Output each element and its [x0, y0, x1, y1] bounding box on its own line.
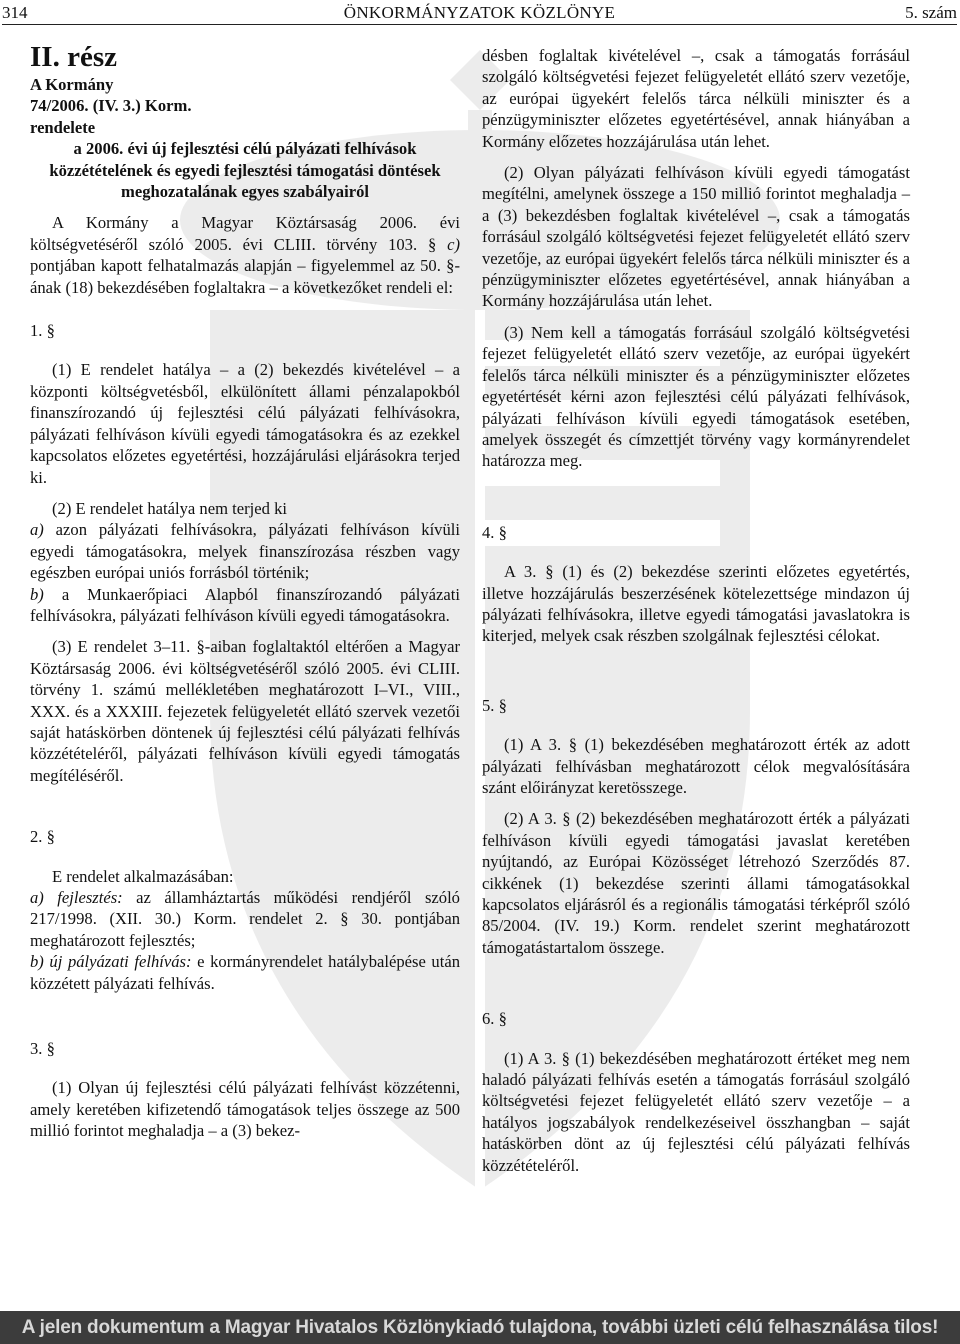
section-3-paragraph-3: (3) Nem kell a támogatás forrásául szolgáló költségvetési fejezet felügyeletét ellátó szerv vezetője, az európai ügyekért felelős tárca nélküli miniszter és a pénzügyminiszter előzetes egyetértését kérni azon fejlesztési célú pályázati felhívások, pályázati felhíváson kívüli egyedi támogatások esetében, amelyek összegét és címzettjét törvény vagy kormányrendelet határozza meg. — [482, 322, 910, 471]
footer-notice: A jelen dokumentum a Magyar Hivatalos Közlönykiadó tulajdona, további üzleti célú felhasználása tilos! — [21, 1317, 939, 1338]
section-1-point-a: a) azon pályázati felhívásokra, pályázati felhíváson kívüli egyedi támogatásokra, melyek finanszírozása részben vagy egészben európai uniós forrásból történik; — [30, 520, 460, 583]
decree-issuer: A Kormány — [30, 75, 114, 94]
section-1-paragraph-3: (3) E rendelet 3–11. §-aiban foglaltaktól eltérően a Magyar Köztársaság 2006. évi költségvetéséről szóló 2005. évi CLIII. törvény 1. számú mellékletében meghatározott I–VI., VIII., XXX. és a XXXIII. fejezetek felügyeletét ellátó szervek vezetői saját hatáskörben döntenek új fejlesztési célú pályázati felhívás közzétételéről, pályázati felhíváson kívüli egyedi támogatás megítéléséről. — [30, 637, 460, 785]
left-column — [30, 40, 460, 1142]
section-3-paragraph-2: (2) Olyan pályázati felhíváson kívüli egyedi támogatást megítélni, amelynek összege a 150 millió forintot meghaladja – a (3) bekezdésben foglaltak kivételével –, csak a támogatás forrásául szolgáló költségvetési fejezet felügyeletét ellátó szerv vezetője, az európai ügyekért felelős tárca nélküli miniszter és a pénzügyminiszter előzetes egyetértésével, annak hiányában a Kormány hozzájárulása után lehet. — [482, 163, 910, 311]
preamble: A Kormány a Magyar Köztársaság 2006. évi költségvetéséről szóló 2005. évi CLIII. törvény 103. § c) pontjában kapott felhatalmazás alapján – figyelemmel az 50. §-ának (18) bekezdésében foglaltakra – a következőket rendeli el: — [30, 213, 460, 297]
decree-type: rendelete — [30, 117, 96, 137]
section-4-title: 4. § — [482, 522, 507, 542]
section-1-paragraph-2: (2) E rendelet hatálya nem terjed ki — [52, 498, 287, 518]
section-3-paragraph-1: (1) Olyan új fejlesztési célú pályázati felhívást közzétenni, amely keretében kifizetendő támogatások teljes összege az 500 millió forintot meghaladja – a (3) bekez- — [30, 1078, 460, 1141]
page-header — [2, 2, 957, 25]
section-6-title: 6. § — [482, 1009, 507, 1029]
decree-title: a 2006. évi új fejlesztési célú pályázati felhívások közzétételének és egyedi fejlesztési támogatási döntések meghozatalának egyes szabályairól — [49, 139, 441, 202]
section-5-paragraph-1: (1) A 3. § (1) bekezdésében meghatározott érték az adott pályázati felhívásban meghatározott célok megvalósítására szánt előirányzat keretösszege. — [482, 735, 910, 797]
section-1-title: 1. § — [30, 321, 55, 341]
section-1-paragraph-1: (1) E rendelet hatálya – a (2) bekezdés kivételével – a központi költségvetésből, elkülönített állami pénzalapokból finanszírozandó új fejlesztési célú pályázati felhívásokra, pályázati felhíváson kívüli egyedi támogatásokra és az ezekkel kapcsolatos előzetes egyetértési, hozzájárulási eljárásokra terjed ki. — [30, 360, 460, 487]
page-number: 314 — [2, 3, 28, 22]
section-5-title: 5. § — [482, 695, 507, 715]
right-column — [482, 45, 910, 1176]
section-2-intro: E rendelet alkalmazásában: — [52, 866, 234, 886]
section-3-paragraph-1-continued: désben foglaltak kivételével –, csak a támogatás forrásául szolgáló költségvetési fejezet felügyeletét ellátó szerv vezetője, az európai ügyekért felelős tárca nélküli miniszter és a pénzügyminiszter előzetes egyetértésével, annak hiányában a Kormány előzetes hozzájárulása után lehet. — [482, 46, 910, 151]
section-3-title: 3. § — [30, 1039, 55, 1059]
section-5-paragraph-2: (2) A 3. § (2) bekezdésében meghatározott érték a pályázati felhíváson kívüli egyedi támogatási javaslat keretében nyújtandó, az Európai Közösséget létrehozó Szerződés 87. cikkének (1) bekezdése szerinti állami támogatásokkal kapcsolatos eljárásról és a regionális támogatási térképről szóló 85/2004. (IV. 19.) Korm. rendelet szerint meghatározott támogatástartalom összege. — [482, 809, 910, 957]
section-1-point-b: b) a Munkaerőpiaci Alapból finanszírozandó pályázati felhívásokra, pályázati felhíváson kívüli egyedi támogatásokra. — [30, 584, 460, 625]
decree-number: 74/2006. (IV. 3.) Korm. — [30, 96, 192, 116]
section-2-point-b: b) új pályázati felhívás: e kormányrendelet hatálybalépése után közzétett pályázati felhívás. — [30, 952, 461, 993]
issue-number: 5. szám — [905, 3, 957, 22]
section-6-paragraph-1: (1) A 3. § (1) bekezdésében meghatározott értéket meg nem haladó pályázati felhívás esetén a támogatás forrásául szolgáló költségvetési fejezet felügyeletét ellátó szerv vezetője – a hatályos jogszabályok rendelkezéseivel összhangban – saját hatáskörben dönt az új fejlesztési célú pályázati felhívás közzétételéről. — [482, 1048, 910, 1175]
publication-title: ÖNKORMÁNYZATOK KÖZLÖNYE — [343, 3, 616, 22]
section-2-title: 2. § — [30, 827, 55, 847]
part-title: II. rész — [30, 41, 117, 73]
section-2-point-a: a) fejlesztés: az államháztartás működési rendjéről szóló 217/1998. (XII. 30.) Korm. rendelet 2. § 30. pontjában meghatározott fejlesztés; — [30, 888, 460, 950]
section-4-paragraph-1: A 3. § (1) és (2) bekezdése szerinti előzetes egyetértés, illetve hozzájárulás beszerzésének kötelezettsége mindazon új pályázati felhívásokra, illetve egyedi támogatási javaslatokra is kiterjed, melyek csak részben szolgálnak fejlesztési célokat. — [482, 562, 910, 646]
